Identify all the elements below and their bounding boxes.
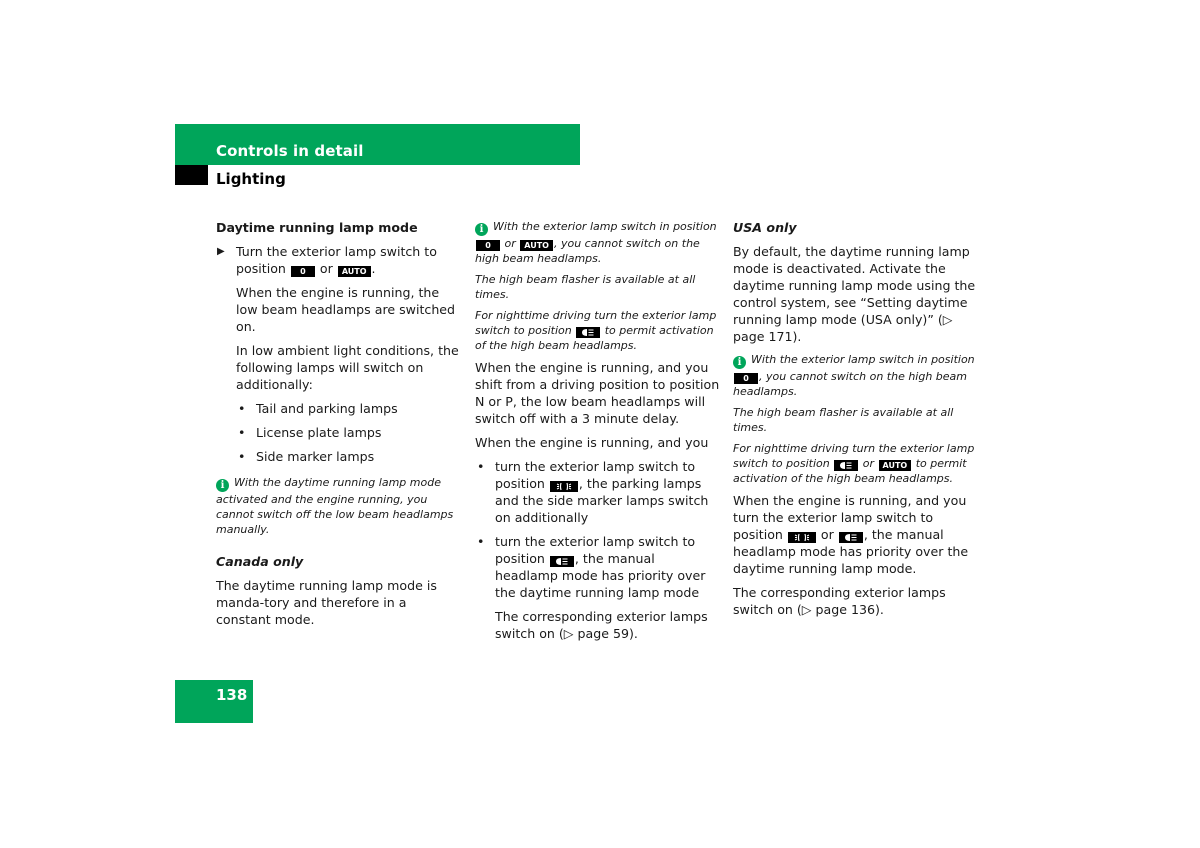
paragraph: The corresponding exterior lamps switch on (▷ page 59). xyxy=(495,609,708,641)
headlamp-icon xyxy=(839,532,863,543)
headlamp-icon xyxy=(576,327,600,338)
info-note: i With the daytime running lamp mode activated and the engine running, you cannot switch off the low beam headlamps manually. xyxy=(216,476,454,536)
switch-auto-icon: AUTO xyxy=(338,266,371,277)
info-note: i With the exterior lamp switch in position 0 , you cannot switch on the high beam headlamps. xyxy=(733,353,975,398)
list-item: • Tail and parking lamps xyxy=(238,401,398,416)
switch-0-icon: 0 xyxy=(734,373,758,384)
heading-daytime: Daytime running lamp mode xyxy=(216,220,418,235)
page-number: 138 xyxy=(216,686,248,704)
paragraph: In low ambient light conditions, the following lamps will switch on additionally: xyxy=(236,343,459,392)
list-item: • License plate lamps xyxy=(238,425,382,440)
paragraph: When the engine is running, and you turn the exterior lamp switch to position or , the manual headlamp mode has priority over the daytime running lamp mode. xyxy=(733,493,969,576)
info-icon: i xyxy=(475,223,488,236)
switch-auto-icon: AUTO xyxy=(879,460,912,471)
column-3 xyxy=(733,219,978,625)
list-item: • turn the exterior lamp switch to position , the parking lamps and the side marker lamps switch on additionally xyxy=(477,459,709,525)
paragraph: The corresponding exterior lamps switch on (▷ page 136). xyxy=(733,585,946,617)
paragraph: When the engine is running, and you shift from a driving position to position N or P, the low beam headlamps will switch off with a 3 minute delay. xyxy=(475,360,720,426)
list-item: • turn the exterior lamp switch to position , the manual headlamp mode has priority over the daytime running lamp mode xyxy=(477,534,706,600)
column-1 xyxy=(216,219,464,635)
subsection-title: Lighting xyxy=(216,170,286,188)
info-icon: i xyxy=(216,479,229,492)
headlamp-icon xyxy=(834,460,858,471)
paragraph: The daytime running lamp mode is manda-tory and therefore in a constant mode. xyxy=(216,578,437,627)
switch-auto-icon: AUTO xyxy=(520,240,553,251)
list-item: • Side marker lamps xyxy=(238,449,375,464)
paragraph: By default, the daytime running lamp mode is deactivated. Activate the daytime running lamp mode using the control system, see “Setting daytime running lamp mode (USA only)” (▷ page 171). xyxy=(733,244,976,344)
instruction-step: ▶ Turn the exterior lamp switch to position 0 or AUTO . xyxy=(217,244,437,276)
headlamp-icon xyxy=(550,556,574,567)
switch-0-icon: 0 xyxy=(476,240,500,251)
parking-lamp-icon xyxy=(788,532,816,543)
arrow-icon: ▶ xyxy=(217,246,225,257)
header-marker xyxy=(175,165,208,185)
section-title: Controls in detail xyxy=(216,142,364,160)
info-note-line: The high beam flasher is available at all times. xyxy=(475,273,696,301)
paragraph: When the engine is running, the low beam headlamps are switched on. xyxy=(236,285,456,334)
info-note-line: The high beam flasher is available at all times. xyxy=(733,406,954,434)
info-icon: i xyxy=(733,356,746,369)
info-note-line: For nighttime driving turn the exterior lamp switch to position to permit activation of the high beam headlamps. xyxy=(475,309,717,352)
info-note-line: For nighttime driving turn the exterior lamp switch to position or AUTO to permit activation of the high beam headlamps. xyxy=(733,442,975,485)
parking-lamp-icon xyxy=(550,481,578,492)
column-2 xyxy=(475,219,720,649)
heading-canada: Canada only xyxy=(216,554,304,569)
heading-usa: USA only xyxy=(733,220,797,235)
switch-0-icon: 0 xyxy=(291,266,315,277)
info-note: i With the exterior lamp switch in position 0 or AUTO , you cannot switch on the high beam headlamps. xyxy=(475,220,717,265)
paragraph: When the engine is running, and you xyxy=(475,435,709,450)
